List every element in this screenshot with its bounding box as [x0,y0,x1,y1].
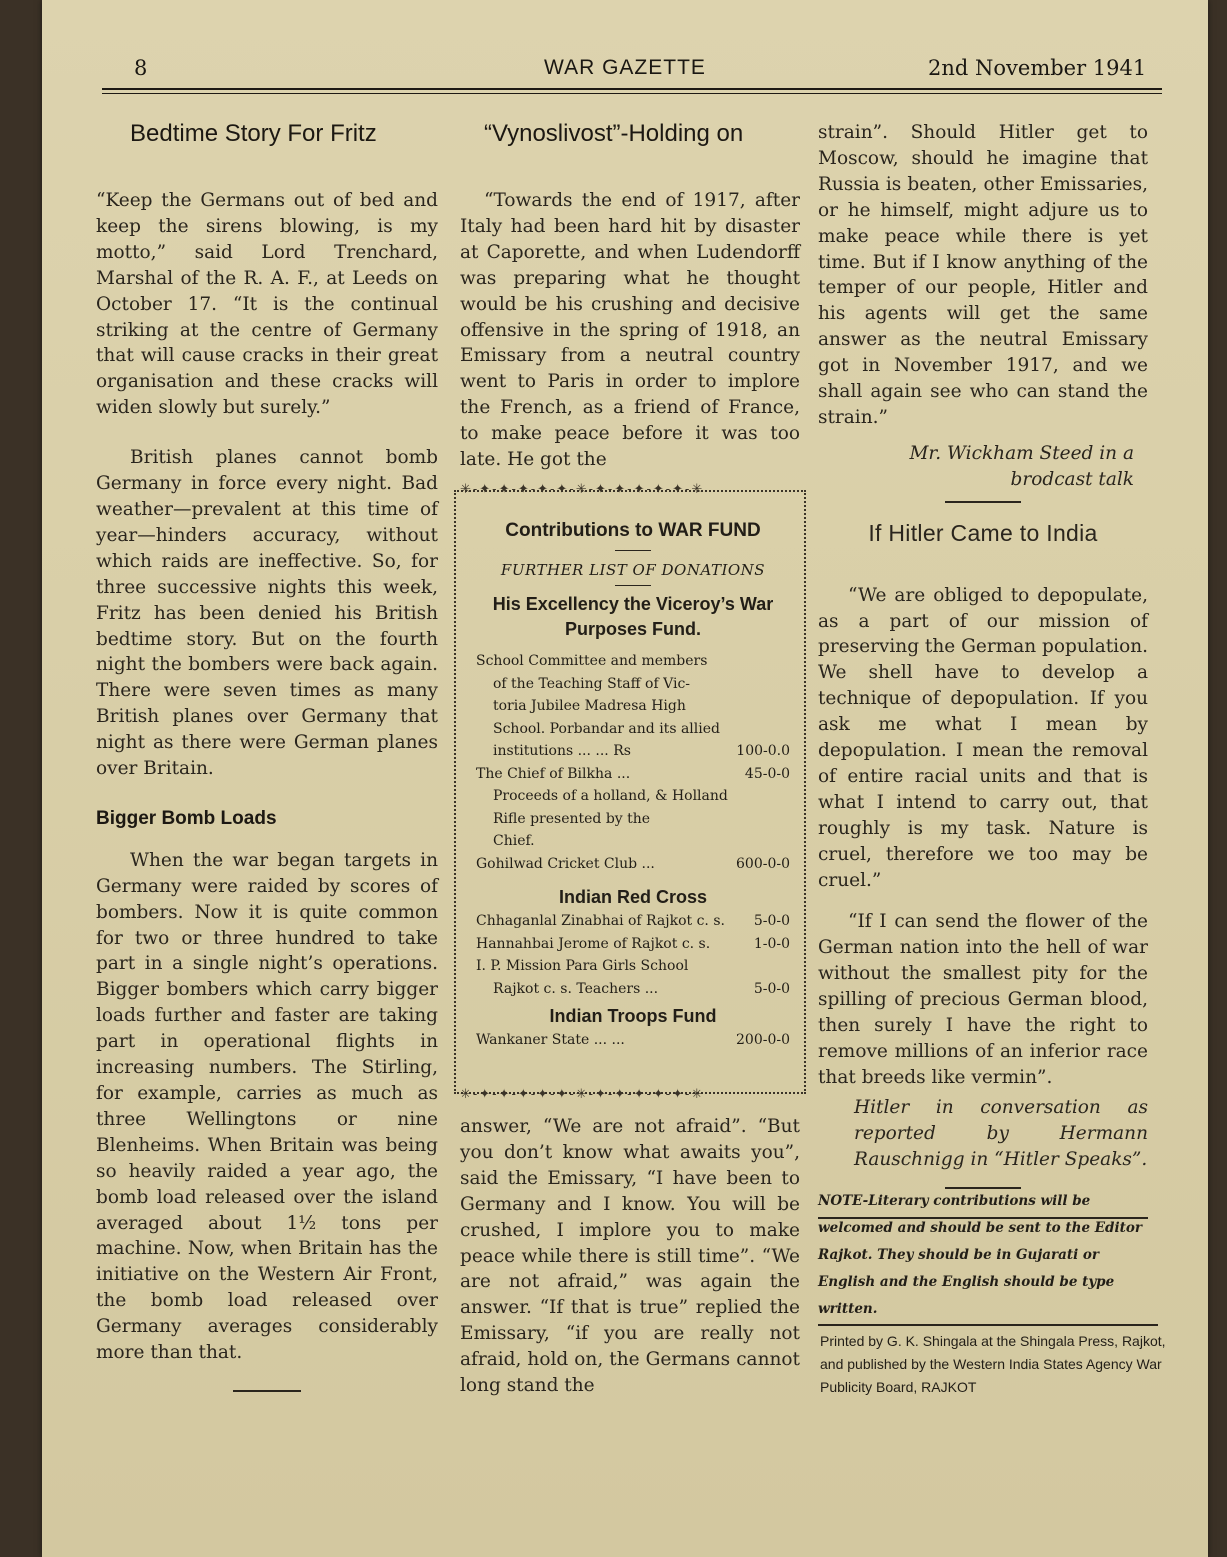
column-3 [818,120,1148,1219]
paragraph: “We are obliged to depopulate, as a part of our mission of preserving the German population. We shell have to develop a technique of depopulation. If you ask me what I mean by depopulation. I mean the removal of entire racial units and that is what I intend to carry out, that roughly is my task. Nature is cruel, therefore we too may be cruel.” [818,584,1149,891]
paragraph: When the war began targets in Germany were raided by scores of bombers. Now it is quite common for two or three hundred to take part in a single night’s operations. Bigger bombers which carry bigger loads further and faster are taking part in operational flights in increasing numbers. The Stirling, for example, carries as much as three Wellingtons or nine Blenheims. When Britain was being so heavily raided a year ago, the bomb load released over the island averaged about 1½ tons per machine. Now, when Britain has the initiative on the Western Air Front, the bomb load released over Germany averages considerably more than that. [96,849,438,1364]
paragraph: strain”. Should Hitler get to Moscow, should he imagine that Russia is beaten, other Emissaries, or he himself, might adjure us to make peace while there is yet time. But if I know anything of the temper of our people, Hitler and his agents will get the same answer as the neutral Emissary got in November 1917, and we shall again see who can stand the strain.” [818,122,1148,428]
donation-amount: 1-0-0 [753,935,790,952]
newspaper-page [42,0,1208,1557]
article-title-vynoslivost: “Vynoslivost”-Holding on [484,120,744,147]
donation-entry: Hannahbai Jerome of Rajkot c. s. 1-0-0 [476,933,790,956]
donation-amount: 600-0-0 [736,855,790,872]
column-1 [96,188,438,1400]
editorial-note: NOTE-Literary contributions will be welcomed and should be sent to the Editor Rajkot. They should be in Gujarati or English and the English should be type written. [818,1193,1142,1317]
article-title-bedtime-story: Bedtime Story For Fritz [130,120,377,147]
column-2-top [460,188,800,473]
paragraph: British planes cannot bomb Germany in force every night. Bad weather—prevalent at this time of year—hinders accuracy, without which raids are ineffective. So, for three successive nights this week, Fritz has been denied his British bedtime story. But on the fourth night the bombers were back again. There were seven times as many British planes over Germany that night as there were German planes over Britain. [96,447,438,780]
section-troops-fund: Indian Troops Fund [549,1006,717,1026]
donation-entry: Wankaner State ... ... 200-0-0 [476,1029,790,1052]
imprint-rule [818,1324,1158,1326]
donation-amount: 200-0-0 [736,1032,790,1048]
fund-title: Contributions to WAR FUND [505,520,761,541]
publication-title: WAR GAZETTE [544,56,706,79]
attribution-steed: Mr. Wickham Steed in a [909,442,1134,464]
attribution-rauschnigg: Hitler in conversation as reported by Hermann Rauschnigg in “Hitler Speaks”. [854,1096,1148,1170]
donation-entry: Gohilwad Cricket Club ... 600-0-0 [476,853,790,876]
article-title-hitler-india: If Hitler Came to India [868,519,1098,546]
section-red-cross: Indian Red Cross [558,887,708,907]
section-viceroy-fund: His Excellency the Viceroy’s War Purposes Fund. [492,594,774,639]
attribution-steed-2: brodcast talk [1010,468,1134,490]
donation-amount: 100-0.0 [736,743,790,759]
donation-amount: 5-0-0 [753,913,790,929]
paragraph: “If I can send the flower of the German nation into the hell of war without the smallest pity for the spilling of precious German blood, then surely I have the right to remove millions of an inferior race that breeds like vermin”. [818,911,1148,1088]
fund-subtitle: FURTHER LIST OF DONATIONS [500,561,766,579]
end-rule [233,1390,301,1392]
divider [615,585,651,586]
page-number: 8 [134,56,148,80]
header-rule [102,88,1162,90]
end-rule [945,501,1021,503]
war-fund-box [454,482,806,1102]
printer-imprint: Printed by G. K. Shingala at the Shingala Press, Rajkot, and published by the Western India States Agency War Publicity Board, RAJKOT [820,1333,1166,1395]
header-rule-thin [102,93,1162,94]
donation-amount: 5-0-0 [753,980,790,997]
donation-entry: The Chief of Bilkha ... 45-0-0 Proceeds of a holland, & Holland Rifle presented by the Chief. [476,763,790,853]
donation-amount: 45-0-0 [744,765,790,782]
paragraph: answer, “We are not afraid”. “But you don’t know what awaits you”, said the Emissary, “I have been to Germany and I know. You will be crushed, I implore you to make peace while there is still time”. “We are not afraid,” was again the answer. “If that is true” replied the Emissary, “if you are really not afraid, hold on, the Germans cannot long stand the [460,1116,800,1397]
subheading-bigger-bomb-loads: Bigger Bomb Loads [96,807,277,829]
divider [615,550,651,551]
issue-date: 2nd November 1941 [928,56,1147,80]
donation-entry: I. P. Mission Para Girls School [476,958,689,974]
column-2-bottom [460,1114,800,1399]
donation-entry: School Committee and members of the Teaching Staff of Vic- toria Jubilee Madresa High School. Porbandar and its allied institutions ... ... Rs 100-0.0 [476,650,790,763]
border-ornament: ✳-✦-✦-✦-✦-✦-✳-✦-✦-✦-✦-✦-✳ [460,482,705,497]
paragraph: “Keep the Germans out of bed and keep the sirens blowing, is my motto,” said Lord Trenchard, Marshal of the R. A. F., at Leeds on October 17. “It is the continual striking at the centre of Germany that will cause cracks in their great organisation and these cracks will widen slowly but surely.” [96,190,438,419]
paragraph: “Towards the end of 1917, after Italy had been hard hit by disaster at Caporette, and when Ludendorff was preparing what he thought would be his crushing and decisive offensive in the spring of 1918, an Emissary from a neutral country went to Paris in order to implore the French, as a friend of France, to make peace before it was too late. He got the [460,190,800,471]
border-ornament: ✳-✦-✦-✦-✦-✦-✳-✦-✦-✦-✦-✦-✳ [460,1087,705,1102]
donation-entry: Rajkot c. s. Teachers ... 5-0-0 [476,978,790,1001]
donation-entry: Chhaganlal Zinabhai of Rajkot c. s. 5-0-0 [476,910,790,933]
